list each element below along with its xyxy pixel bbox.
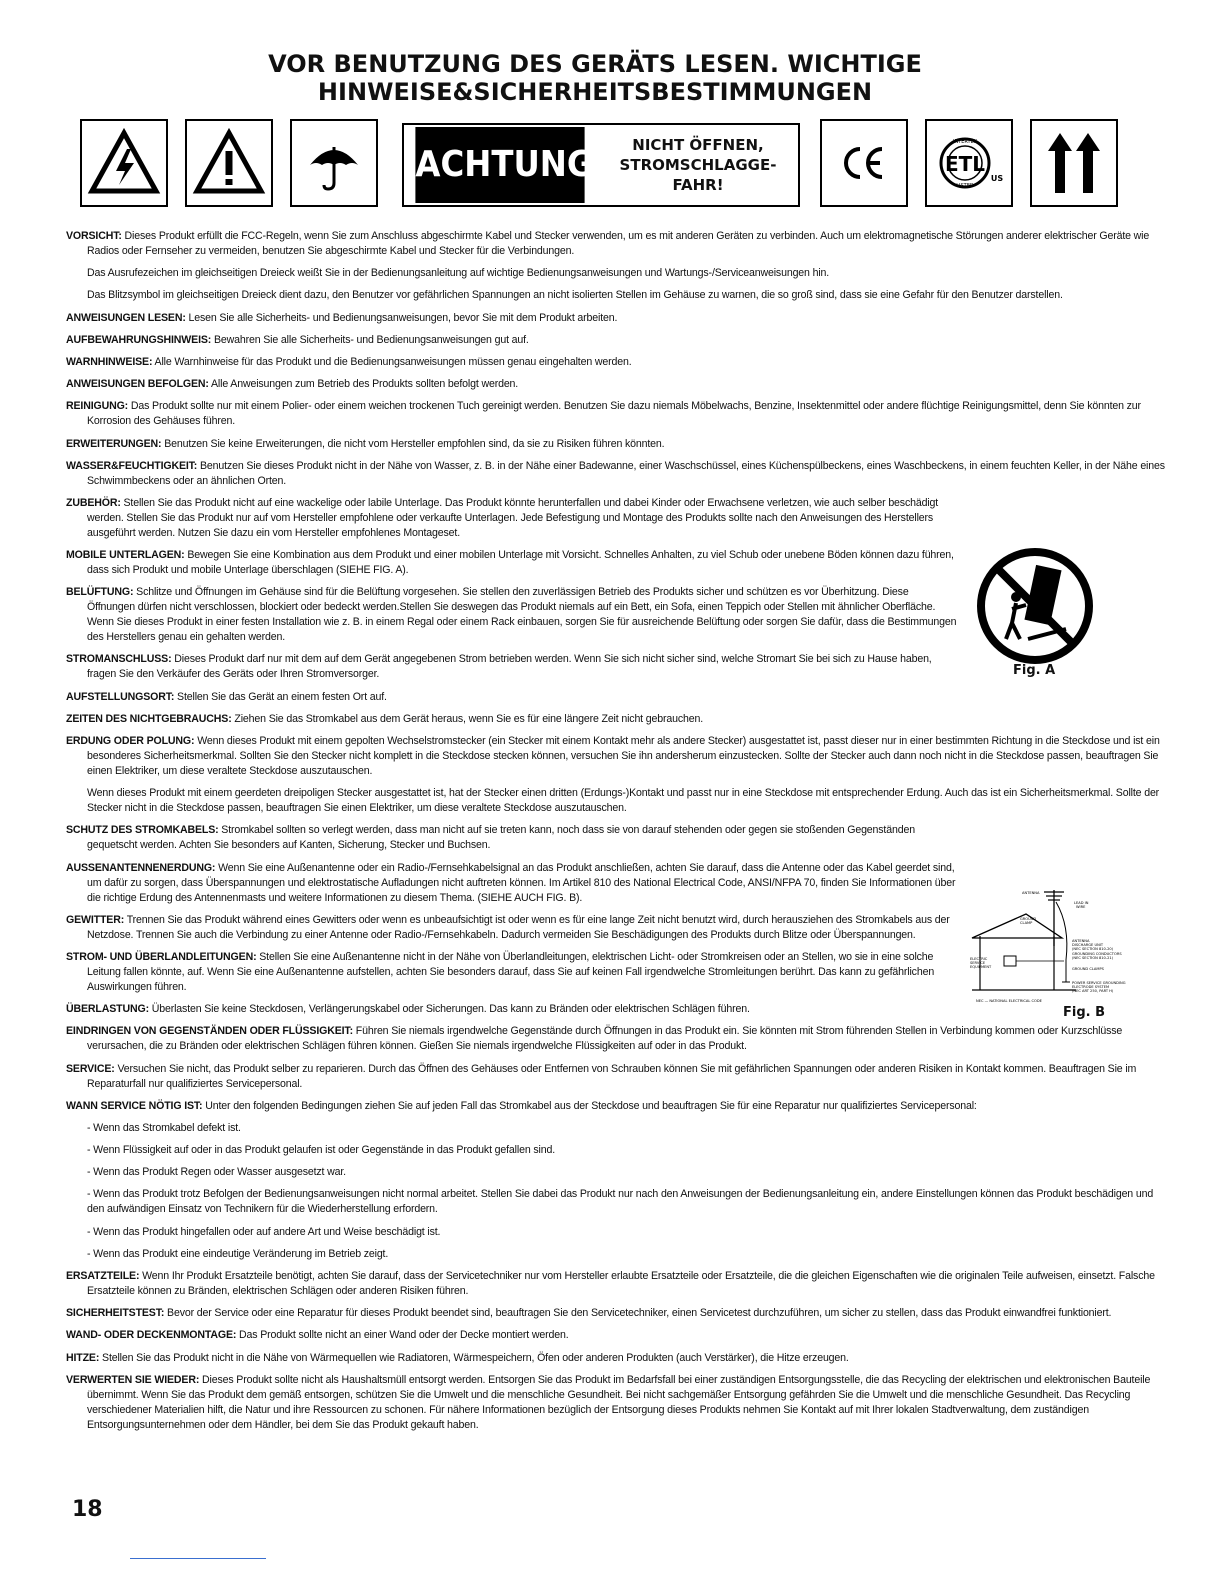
footer-rule [130, 1558, 266, 1559]
title-line-1: VOR BENUTZUNG DES GERÄTS LESEN. WICHTIGE [268, 50, 922, 78]
safety-paragraph [66, 311, 1169, 326]
svg-text:POWER SERVICE GROUNDING: POWER SERVICE GROUNDING [1072, 981, 1126, 985]
svg-text:LISTED: LISTED [956, 183, 974, 189]
paragraph-heading: SCHUTZ DES STROMKABELS: [66, 824, 219, 837]
safety-paragraph [66, 1328, 1169, 1343]
paragraph-body: Ziehen Sie das Stromkabel aus dem Gerät heraus, wenn Sie es für eine längere Zeit nicht gebrauchen. [231, 712, 704, 725]
paragraph-heading: ANWEISUNGEN BEFOLGEN: [66, 378, 209, 391]
paragraph-heading: SERVICE: [66, 1062, 115, 1075]
safety-paragraph [66, 734, 1169, 779]
warning-text [600, 135, 796, 195]
page-title [0, 50, 1190, 106]
safety-paragraph [66, 459, 1169, 489]
svg-text:ELECTRIC: ELECTRIC [970, 957, 988, 961]
safety-paragraph [66, 950, 957, 995]
paragraph-body: - Wenn das Produkt trotz Befolgen der Bedienungsanweisungen nicht normal arbeitet. Stellen Sie dabei das Produkt nur nach den Anweisungen der Bedienungsanleitung ein, andere Einstellungen können das Produkt beschädigen und den aufwändigen Einsatz von Technikern für die Wiederherstellung erfordern. [87, 1188, 1154, 1216]
paragraph-body: Stellen Sie das Produkt nicht in die Nähe von Wärmequellen wie Radiatoren, Wärmespeichern, Öfen oder anderen Produkten (auch Verstärker), die Hitze erzeugen. [99, 1351, 849, 1364]
paragraph-heading: ZUBEHÖR: [66, 496, 121, 509]
paragraph-body: Bewahren Sie alle Sicherheits- und Bedienungsanweisungen gut auf. [211, 333, 529, 346]
paragraph-body: Führen Sie niemals irgendwelche Gegenstände durch Öffnungen in das Produkt ein. Sie könnten mit Strom führenden Stellen in Verbindung kommen oder Kurzschlüsse verursachen, die zu Bränden oder elektrischen Schlägen führen können. Gießen Sie niemals irgendwelche Flüssigkeiten auf oder in das Produkt. [87, 1025, 1123, 1053]
safety-paragraph [66, 652, 957, 682]
safety-paragraph [66, 1306, 1169, 1321]
paragraph-body: Das Blitzsymbol im gleichseitigen Dreieck dient dazu, den Benutzer vor gefährlichen Spannungen an nicht isolierten Stellen im Gehäuse zu warnen, die so groß sind, dass sie eine Gefahr für den Benutzer darstellen. [87, 289, 1063, 302]
paragraph-heading: ERDUNG ODER POLUNG: [66, 735, 195, 747]
tip-over-warning-figure [976, 547, 1094, 665]
paragraph-heading: WANN SERVICE NÖTIG IST: [66, 1099, 203, 1112]
paragraph-body: Benutzen Sie dieses Produkt nicht in der Nähe von Wasser, z. B. in der Nähe einer Badewanne, einer Waschschüssel, eines Küchenspülbeckens, eines Waschbeckens, in einem feuchten Keller, in der Nähe eines Schwimmbeckens oder an ähnlichen Orten. [87, 459, 1165, 487]
svg-text:WIRE: WIRE [1076, 905, 1086, 909]
safety-paragraph [66, 399, 1169, 429]
paragraph-heading: MOBILE UNTERLAGEN: [66, 549, 185, 562]
safety-paragraph [66, 229, 1169, 259]
safety-paragraph [66, 1187, 1169, 1217]
paragraph-heading: EINDRINGEN VON GEGENSTÄNDEN ODER FLÜSSIGKEIT: [66, 1025, 353, 1038]
safety-paragraph [66, 1351, 1169, 1366]
svg-text:ELECTRODE SYSTEM: ELECTRODE SYSTEM [1072, 985, 1110, 989]
safety-text [66, 229, 1169, 1440]
safety-paragraph [66, 266, 1169, 281]
safety-paragraph [66, 690, 1169, 705]
paragraph-body: Wenn Ihr Produkt Ersatzteile benötigt, achten Sie darauf, dass der Servicetechniker nur vom Hersteller erlaubte Ersatzteile oder Ersatzteile, die die gleichen Eigenschaften wie die originalen Teile aufweisen, einsetzt. Falsche Ersatzteile können zu Bränden, elektrischen Schlägen oder anderen Risiken führen. [87, 1270, 1155, 1297]
paragraph-body: Stellen Sie das Gerät an einem festen Ort auf. [174, 690, 387, 703]
svg-text:GROUNDING CONDUCTORS: GROUNDING CONDUCTORS [1072, 952, 1122, 956]
safety-paragraph [66, 437, 1169, 452]
paragraph-body: Bewegen Sie eine Kombination aus dem Produkt und einer mobilen Unterlage mit Vorsicht. Schnelles Anhalten, zu viel Schub oder unebene Böden können dazu führen, dass sich Produkt und mobile Unterlage überschlagen (SIEHE FIG. A). [87, 549, 954, 577]
electric-shock-warning-label [402, 123, 800, 207]
paragraph-body: Dieses Produkt erfüllt die FCC-Regeln, wenn Sie zum Anschluss abgeschirmte Kabel und Stecker verwenden, um es mit anderen Geräten zu verbinden. Auch um elektromagnetische Störungen anderer elektrischer Geräte wie Radios oder Fernseher zu vermeiden, benutzen Sie abgeschirmte Kabel und Stecker für die Verbindungen. [87, 230, 1150, 257]
svg-text:(NEC ART 250, PART H): (NEC ART 250, PART H) [1072, 989, 1114, 993]
paragraph-heading: GEWITTER: [66, 913, 125, 926]
paragraph-heading: STROM- UND ÜBERLANDLEITUNGEN: [66, 950, 257, 963]
paragraph-body: - Wenn das Produkt hingefallen oder auf andere Art und Weise beschädigt ist. [87, 1225, 441, 1238]
paragraph-heading: AUFBEWAHRUNGSHINWEIS: [66, 333, 212, 346]
svg-text:LEAD IN: LEAD IN [1074, 901, 1089, 905]
paragraph-heading: ÜBERLASTUNG: [66, 1003, 149, 1016]
etl-listed-icon [925, 119, 1013, 207]
svg-text:GROUND: GROUND [1020, 917, 1037, 921]
svg-text:DISCHARGE UNIT: DISCHARGE UNIT [1072, 943, 1104, 947]
paragraph-body: Das Produkt sollte nur mit einem Polier- oder einem weichen trockenen Tuch gereinigt werden. Benutzen Sie dazu niemals Möbelwachs, Benzine, Insektenmittel oder andere flüchtige Reinigungsmittel, denn Sie könnten zur Korrosion des Gehäuses führen. [87, 400, 1141, 428]
paragraph-heading: ANWEISUNGEN LESEN: [66, 311, 186, 324]
paragraph-body: Dieses Produkt darf nur mit dem auf dem Gerät angegebenen Strom betrieben werden. Wenn Sie sich nicht sicher sind, welche Stromart Sie bei sich zu Hause haben, fragen Sie den Verkäufer des Geräts oder Ihren Stromversorger. [87, 653, 932, 681]
safety-paragraph [66, 1143, 1169, 1158]
paragraph-body: Unter den folgenden Bedingungen ziehen Sie auf jeden Fall das Stromkabel aus der Steckdose und beauftragen Sie für eine Reparatur nur qualifiziertes Servicepersonal: [202, 1099, 977, 1112]
paragraph-heading: WARNHINWEISE: [66, 355, 153, 368]
fig-a-caption: Fig. A [1013, 663, 1056, 678]
safety-paragraph [66, 1225, 1169, 1240]
paragraph-body: - Wenn das Produkt Regen oder Wasser ausgesetzt war. [87, 1166, 346, 1179]
warning-line-2: STROMSCHLAGGE- [619, 156, 777, 174]
safety-paragraph [66, 786, 1169, 816]
svg-text:ETL: ETL [944, 152, 986, 176]
this-way-up-icon [1030, 119, 1118, 207]
svg-text:ANTENNA: ANTENNA [1072, 939, 1090, 943]
safety-paragraph [66, 585, 957, 645]
paragraph-heading: BELÜFTUNG: [66, 586, 134, 599]
page-number: 18 [72, 1497, 103, 1522]
svg-text:INTERTEK: INTERTEK [952, 139, 978, 145]
paragraph-body: Bevor der Service oder eine Reparatur für dieses Produkt beendet sind, beauftragen Sie den Servicetechniker, einen Servicetest durchzuführen, um sicher zu stellen, dass das Produkt einwandfrei funktioniert. [164, 1307, 1112, 1320]
safety-paragraph [66, 861, 957, 906]
safety-paragraph [66, 1024, 1169, 1054]
lightning-triangle-icon [80, 119, 168, 207]
safety-paragraph [66, 712, 1169, 727]
svg-text:NEC — NATIONAL ELECTRICAL CODE: NEC — NATIONAL ELECTRICAL CODE [976, 999, 1042, 1003]
svg-text:(NEC SECTION 810-21): (NEC SECTION 810-21) [1072, 956, 1114, 960]
paragraph-body: Stromkabel sollten so verlegt werden, dass man nicht auf sie treten kann, noch dass sie von darauf stehenden oder gegen sie stoßenden Gegenständen gequetscht werden. Achten Sie besonders auf Kanten, Sicherung, Stecker und Buchsen. [87, 824, 915, 852]
paragraph-body: - Wenn das Stromkabel defekt ist. [87, 1121, 241, 1134]
paragraph-heading: SICHERHEITSTEST: [66, 1307, 165, 1320]
paragraph-body: Dieses Produkt sollte nicht als Haushaltsmüll entsorgt werden. Entsorgen Sie das Produkt im Bedarfsfall bei einer zuständigen Entsorgungsstelle, die das Recycling der elektrischen und elektronischen Bauteile übernimmt. Wenn Sie das Produkt dem gemäß entsorgen, schützen Sie die Umwelt und die menschliche Gesundheit. Bei nicht sachgemäßer Entsorgung gefährden Sie die Umwelt und die menschliche Gesundheit. Das Recycling verschiedener Materialien hilft, die Natur und ihre Ressourcen zu schonen. Für nähere Informationen bezüglich der Entsorgung dieses Produkts nehmen Sie Kontakt auf mit Ihrer lokalen Stadtverwaltung, dem zuständigen Entsorgungsunternehmen oder dem Händler, bei dem Sie das Produkt gekauft haben. [87, 1373, 1151, 1431]
paragraph-body: Das Produkt sollte nicht an einer Wand oder der Decke montiert werden. [236, 1329, 569, 1342]
paragraph-heading: ZEITEN DES NICHTGEBRAUCHS: [66, 712, 232, 725]
safety-paragraph [66, 333, 1169, 348]
safety-paragraph [66, 1373, 1169, 1433]
paragraph-body: Überlasten Sie keine Steckdosen, Verlängerungskabel oder Sicherungen. Das kann zu Bränden oder elektrischen Schlägen führen. [148, 1003, 750, 1016]
paragraph-body: Alle Anweisungen zum Betrieb des Produkts sollten befolgt werden. [208, 378, 519, 391]
paragraph-body: Das Ausrufezeichen im gleichseitigen Dreieck weißt Sie in der Bedienungsanleitung auf wichtige Bedienungsanweisungen und Wartungs-/Serviceanweisungen hin. [87, 267, 830, 280]
paragraph-body: Wenn dieses Produkt mit einem geerdeten dreipoligen Stecker ausgestattet ist, hat der Stecker einen dritten (Erdungs-)Kontakt und passt nur in eine Steckdose mit entsprechender Erdung. Auch das ist ein Sicherheitsmerkmal. Sollte der Stecker nicht in die Steckdose passen, beauftragen Sie einen Elektriker, um diese veraltete Steckdose auszutauschen. [87, 787, 1160, 815]
umbrella-icon [290, 119, 378, 207]
paragraph-heading: WASSER&FEUCHTIGKEIT: [66, 459, 198, 472]
svg-text:GROUND CLAMPS: GROUND CLAMPS [1072, 967, 1104, 971]
safety-paragraph [66, 355, 1169, 370]
paragraph-body: Versuchen Sie nicht, das Produkt selber zu reparieren. Durch das Öffnen des Gehäuses oder Entfernen von Schrauben können Sie mit gefährlichen Spannungen oder anderen Risiken in Kontakt kommen. Beauftragen Sie im Reparaturfall nur qualifiziertes Servicepersonal. [87, 1062, 1137, 1090]
paragraph-body: - Wenn Flüssigkeit auf oder in das Produkt gelaufen ist oder Gegenstände in das Produkt gefallen sind. [87, 1144, 555, 1157]
paragraph-body: Wenn dieses Produkt mit einem gepolten Wechselstromstecker (ein Stecker mit einem Kontakt mehr als andere Stecker) ausgestattet ist, passt dieser nur in einer bestimmten Richtung in die Steckdose und ist ein besonderes Sicherheitsmerkmal. Sollten Sie den Stecker nicht komplett in die Steckdose stecken können, versuchen Sie ihn andersherum einzustecken. Sollte der Stecker auch dann noch nicht in die Steckdose passen, beauftragen Sie einen Elektriker, um diese veraltete Steckdose auszutauschen. [87, 735, 1160, 777]
svg-text:SERVICE: SERVICE [970, 961, 986, 965]
paragraph-body: Lesen Sie alle Sicherheits- und Bedienungsanweisungen, bevor Sie mit dem Produkt arbeiten. [185, 311, 618, 324]
paragraph-heading: VORSICHT: [66, 230, 122, 242]
paragraph-heading: AUFSTELLUNGSORT: [66, 690, 175, 703]
safety-paragraph [66, 1121, 1169, 1136]
safety-paragraph [66, 288, 1169, 303]
paragraph-heading: AUSSENANTENNENERDUNG: [66, 861, 216, 874]
svg-text:ANTENNA: ANTENNA [1022, 891, 1040, 895]
safety-paragraph [66, 1099, 1169, 1114]
warning-line-3: FAHR! [672, 176, 724, 194]
safety-paragraph [66, 548, 957, 578]
safety-paragraph [66, 377, 1169, 392]
svg-text:CLAMP: CLAMP [1020, 921, 1033, 925]
ce-mark-icon [820, 119, 908, 207]
fig-b-caption: Fig. B [1063, 1005, 1106, 1020]
safety-paragraph [66, 1062, 1169, 1092]
paragraph-body: Wenn Sie eine Außenantenne oder ein Radio-/Fernsehkabelsignal an das Produkt anschließen, achten Sie darauf, dass die Antenne oder das Kabel geerdet sind, um dafür zu sorgen, dass Überspannungen und elektrostatische Aufladungen nicht auftreten können. Im Artikel 810 des National Electrical Code, ANSI/NFPA 70, finden Sie Informationen über die richtige Erdung des Antennenmasts und weitere Informationen zu diesem Thema. (SIEHE AUCH FIG. B). [87, 861, 956, 904]
paragraph-heading: REINIGUNG: [66, 400, 129, 413]
svg-text:EQUIPMENT: EQUIPMENT [970, 965, 992, 969]
safety-paragraph [66, 823, 957, 853]
safety-paragraph [66, 1269, 1169, 1299]
safety-paragraph [66, 913, 957, 943]
paragraph-body: Trennen Sie das Produkt während eines Gewitters oder wenn es unbeaufsichtigt ist oder wenn es für eine lange Zeit nicht benutzt wird, durch herausziehen des Stromkabels aus der Netzdose. Trennen Sie auch die Verbindung zu einer Antenne oder Radio-/Fernsehkabeln. Dadurch vermeiden Sie Beschädigungen des Produkts durch Blitze oder Überspannungen. [87, 913, 950, 941]
svg-text:US: US [990, 174, 1004, 183]
title-line-2: HINWEISE&SICHERHEITSBESTIMMUNGEN [317, 78, 873, 106]
paragraph-body: Stellen Sie eine Außenantenne nicht in der Nähe von Überlandleitungen, elektrischen Licht- oder Stromkreisen oder an Stellen, wo sie in eine solche Leitung fallen könnte, auf. Wenn Sie eine Außenantenne aufstellen, achten Sie besonders darauf, dass Sie auf keinen Fall irgendwelche Stromleitungen berührt. Das kann zu gefährlichen Auswirkungen führen. [87, 950, 935, 993]
paragraph-body: Stellen Sie das Produkt nicht auf eine wackelige oder labile Unterlage. Das Produkt könnte herunterfallen und dabei Kinder oder Erwachsene verletzen, wie auch selber beschädigt werden. Stellen Sie das Produkt nur auf vom Hersteller empfohlene oder verkaufte Unterlagen. Jede Befestigung und Montage des Produkts sollte nach den Anweisungen des Herstellers ausgeführt werden. Nutzen Sie dazu ein vom Hersteller empfohlenes Montageset. [87, 496, 939, 539]
paragraph-body: Schlitze und Öffnungen im Gehäuse sind für die Belüftung vorgesehen. Sie stellen den zuverlässigen Betrieb des Produkts sicher und schützen es vor Überhitzung. Diese Öffnungen dürfen nicht verschlossen, blockiert oder bedeckt werden.Stellen Sie deswegen das Produkt niemals auf ein Bett, ein Sofa, einen Teppich oder Stellen mit ähnlicher Oberfläche. Wenn Sie dieses Produkt in einer festen Installation wie z. B. in einem Regal oder einem Rack einbauen, sorgen Sie für ausreichende Belüftung oder sorgen Sie dafür, dass die Bestimmungen des Herstellers genau ein gehalten werden. [87, 586, 957, 644]
exclamation-triangle-icon [185, 119, 273, 207]
antenna-grounding-figure [966, 886, 1136, 1008]
paragraph-heading: ERSATZTEILE: [66, 1270, 140, 1282]
safety-paragraph [66, 496, 957, 541]
paragraph-heading: HITZE: [66, 1351, 100, 1364]
safety-paragraph [66, 1247, 1169, 1262]
paragraph-heading: ERWEITERUNGEN: [66, 437, 162, 450]
warning-line-1: NICHT ÖFFNEN, [632, 136, 764, 154]
paragraph-body: - Wenn das Produkt eine eindeutige Veränderung im Betrieb zeigt. [87, 1247, 389, 1260]
paragraph-body: Alle Warnhinweise für das Produkt und die Bedienungsanweisungen müssen genau eingehalten werden. [152, 355, 632, 368]
paragraph-body: Benutzen Sie keine Erweiterungen, die nicht vom Hersteller empfohlen sind, da sie zu Risiken führen könnten. [161, 437, 665, 450]
paragraph-heading: VERWERTEN SIE WIEDER: [66, 1373, 200, 1386]
paragraph-heading: WAND- ODER DECKENMONTAGE: [66, 1329, 237, 1342]
svg-text:(NEC SECTION 810-20): (NEC SECTION 810-20) [1072, 947, 1114, 951]
achtung-label: ACHTUNG [415, 127, 584, 203]
safety-paragraph [66, 1165, 1169, 1180]
paragraph-heading: STROMANSCHLUSS: [66, 653, 172, 666]
